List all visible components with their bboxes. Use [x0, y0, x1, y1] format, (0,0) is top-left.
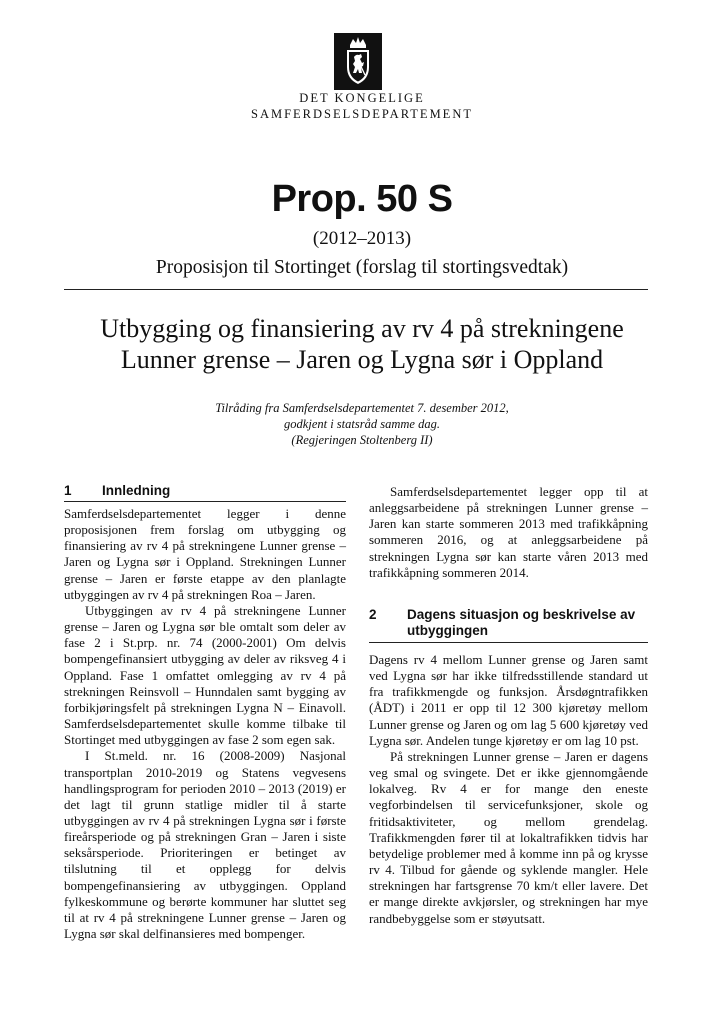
section2-title-line1: Dagens situasjon og beskrivelse av — [407, 607, 636, 622]
section1-paragraph: Samferdselsdepartementet legger i denne proposisjonen frem forslag om utbygging og finansiering av rv 4 på strekningene Lunner grense – Jaren og Lygna sør i Oppland. Strekningen Lunner grense – Jaren er første etappe av den planlagte utbyggingen av rv 4 på strekningen Roa – Jaren. — [64, 506, 346, 602]
coat-of-arms-icon — [334, 33, 382, 90]
document-title-line2: Lunner grense – Jaren og Lygna sør i Oppland — [120, 345, 604, 374]
section1-number: 1 — [64, 483, 72, 498]
title-divider — [64, 289, 648, 290]
proposition-number: Prop. 50 S — [271, 178, 453, 220]
approval-note — [0, 400, 724, 448]
section1-title: Innledning — [102, 483, 171, 498]
section2-paragraph: På strekningen Lunner grense – Jaren er dagens veg smal og svingete. Det er ikke gjennomgående lokalveg. Rv 4 er for mange den eneste vegforbindelsen til servicefunksjoner, skole og fritidsaktiviteter, og mellom grendelag. Trafikkmengden fører til at lokaltrafikken tidvis har betydelige problemer med å komme inn på og krysse rv 4. Tilbud for gående og syklende mangler. Hele strekningen har fartsgrense 70 km/t eller lavere. Det er mange direkte avkjørsler, og strekningen har mye randbebyggelse som er støyutsatt. — [369, 748, 648, 926]
document-title-line1: Utbygging og finansiering av rv 4 på strekningene — [100, 314, 624, 343]
section1-rule — [64, 501, 346, 502]
document-title — [40, 313, 684, 375]
section1-heading — [64, 483, 346, 501]
approval-line3: (Regjeringen Stoltenberg II) — [291, 433, 433, 447]
ministry-name-line1: DET KONGELIGE — [299, 91, 425, 105]
section2-number: 2 — [369, 607, 377, 622]
section1-continuation — [369, 484, 648, 581]
section1-paragraph: Utbyggingen av rv 4 på strekningene Lunner grense – Jaren og Lygna sør ble omtalt som deler av fase 2 i St.prp. nr. 74 (2000-2001) Om delvis bompengefinansiert utbygging av deler av riksveg 4 i Oppland. Fase 1 omfattet omlegging av rv 4 på strekningen Reinsvoll – Hunndalen samt bygging av forbikjøringsfelt på strekningen Lygna N – Einavoll. Samferdselsdepartementet skulle komme tilbake til Stortinget med utbyggingen av fase 2 som egen sak. — [64, 602, 346, 748]
section2-heading — [369, 607, 648, 641]
section1-body — [64, 506, 346, 942]
section1-paragraph: I St.meld. nr. 16 (2008-2009) Nasjonal transportplan 2010-2019 og Statens vegvesens handlingsprogram for perioden 2010 – 2013 (2019) er det lagt til grunn statlige midler til å starte utbyggingen av rv 4 på strekningen Lygna sør i første fireårsperiode og på strekningen Gran – Jaren i siste seksårsperiode. Prioriteringen er betinget av tilslutning til et opplegg for delvis bompengefinansiering av utbyggingen. Oppland fylkeskommune og berørte kommuner har sluttet seg til at rv 4 på strekningene Lunner grense – Jaren og Lygna sør skal delfinansieres med bompenger. — [64, 748, 346, 942]
norwegian-coat-of-arms-icon — [334, 33, 382, 90]
section2-paragraph: Dagens rv 4 mellom Lunner grense og Jaren samt ved Lygna sør har ikke tilfredsstillende standard ut fra trafikkmengde og funksjon. Årsdøgntrafikken (ÅDT) i 2011 er opp til 12 300 kjøretøy mellom Lunner grense og Jaren og om lag 5 600 kjøretøy ved Lygna sør. Andelen tunge kjøretøy er om lag 10 pst. — [369, 652, 648, 748]
session-years: (2012–2013) — [312, 228, 412, 249]
section2-title — [407, 607, 635, 639]
ministry-name-line2: SAMFERDSELSDEPARTEMENT — [251, 107, 473, 121]
section2-title-line2: utbyggingen — [407, 623, 488, 638]
approval-line2: godkjent i statsråd samme dag. — [284, 417, 440, 431]
section2-rule — [369, 642, 648, 643]
approval-line1: Tilråding fra Samferdselsdepartementet 7. desember 2012, — [215, 401, 509, 415]
proposition-subtitle: Proposisjon til Stortinget (forslag til stortingsvedtak) — [155, 257, 569, 278]
section2-body — [369, 652, 648, 927]
section1-paragraph: Samferdselsdepartementet legger opp til at anleggsarbeidene på strekningen Lunner grense – Jaren kan starte sommeren 2013 med trafikkåpning sommeren 2016, og at anleggsarbeidene på strekningen Lygna sør kan starte våren 2013 med trafikkåpning sommeren 2014. — [369, 484, 648, 580]
